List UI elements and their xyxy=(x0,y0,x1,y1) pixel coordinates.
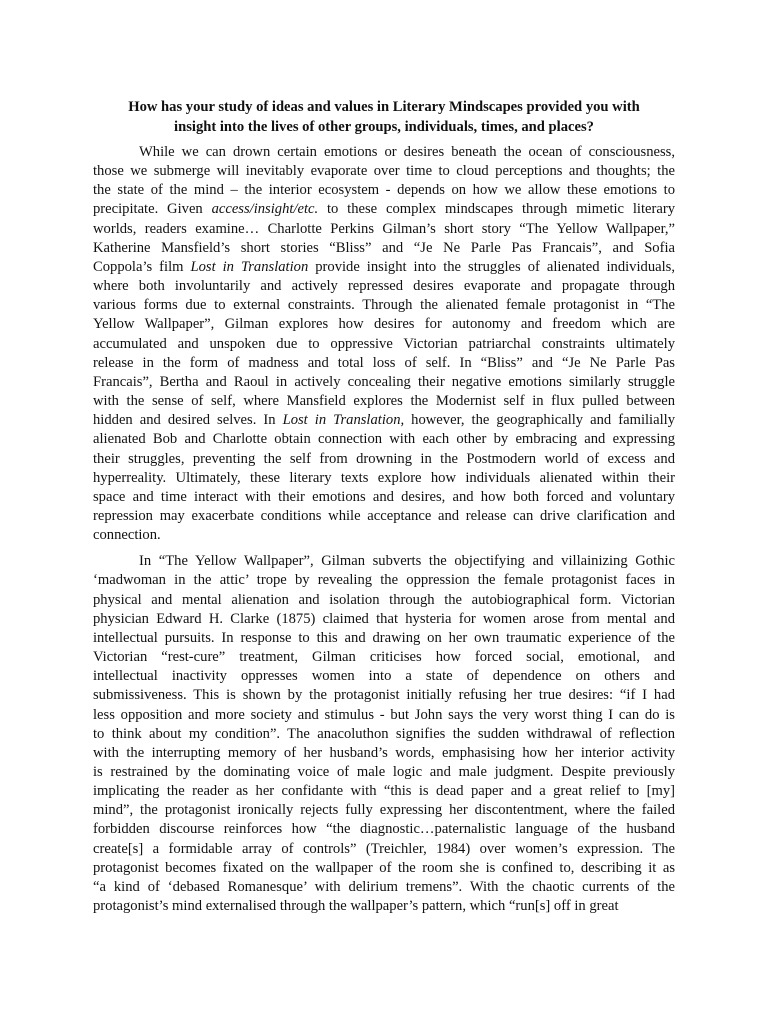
text-run: mind”, the protagonist ironically rejects fully expressing her discontentment, where the failed xyxy=(93,802,675,819)
text-run: submissiveness. This is shown by the protagonist initially refusing her true desires: “if I had xyxy=(93,687,675,704)
text-run: precipitate. Given xyxy=(93,201,212,218)
text-line xyxy=(93,591,675,610)
italic-title: access/insight/etc. xyxy=(211,201,319,218)
text-run: Victorian “rest-cure” treatment, Gilman criticises how forced social, emotional, and xyxy=(93,649,675,666)
text-run: hidden and desired selves. In xyxy=(93,412,283,429)
text-line xyxy=(93,450,675,469)
essay-question-heading xyxy=(93,97,675,137)
text-line xyxy=(93,859,675,878)
text-run: protagonist’s mind externalised through the wallpaper’s pattern, which “run[s] off in great xyxy=(93,898,619,915)
text-line xyxy=(93,820,675,839)
text-run: the state of the mind – the interior ecosystem - depends on how we allow these emotions to xyxy=(93,182,675,199)
text-line xyxy=(93,801,675,820)
text-run: forbidden discourse reinforces how “the diagnostic…paternalistic language of the husband xyxy=(93,821,675,838)
essay-body xyxy=(93,143,675,916)
text-run: create[s] a formidable array of controls” (Treichler, 1984) over women’s expression. The xyxy=(93,840,675,857)
text-run: physical and mental alienation and isolation through the autobiographical form. Victorian xyxy=(93,591,675,608)
text-run: Francais”, Bertha and Raoul in actively concealing their negative emotions similarly struggle xyxy=(93,373,675,390)
body-paragraph xyxy=(93,143,675,545)
text-line xyxy=(93,315,675,334)
text-run: intellectual inactivity oppresses women into a state of dependence on others and xyxy=(93,668,675,685)
text-line xyxy=(93,629,675,648)
document-page xyxy=(93,97,675,916)
text-run: worlds, readers examine… Charlotte Perkins Gilman’s short story “The Yellow Wallpaper,” xyxy=(93,220,675,237)
text-run: Coppola’s film xyxy=(93,258,191,275)
text-run: intellectual pursuits. In response to this and drawing on her own traumatic experience of the xyxy=(93,629,675,646)
text-run: hyperreality. Ultimately, these literary texts explore how individuals alienated within their xyxy=(93,469,675,486)
italic-title: Lost in Translation xyxy=(190,258,309,275)
text-line xyxy=(93,373,675,392)
text-run: alienated Bob and Charlotte obtain connection with each other by embracing and expressing xyxy=(93,431,675,448)
text-run: implicating the reader as her confidante with “this is dead paper and a great relief to [my] xyxy=(93,783,675,800)
text-line xyxy=(93,296,675,315)
text-run: “a kind of ‘debased Romanesque’ with delirium tremens”. With the chaotic currents of the xyxy=(93,878,675,895)
text-line xyxy=(93,706,675,725)
text-line xyxy=(93,897,675,916)
text-line xyxy=(93,258,675,277)
text-line xyxy=(93,686,675,705)
text-line xyxy=(93,610,675,629)
text-run: is restrained by the dominating voice of male logic and male judgment. Despite previously xyxy=(93,764,675,780)
text-line xyxy=(93,507,675,526)
text-line xyxy=(93,488,675,507)
text-run: protagonist becomes fixated on the wallpaper of the room she is confined to, describing it as xyxy=(93,859,675,876)
text-run: where both involuntarily and actively repressed desires evaporate and propagate through xyxy=(93,278,675,295)
text-line xyxy=(93,552,675,571)
text-run: In “The Yellow Wallpaper”, Gilman subverts the objectifying and villainizing Gothic xyxy=(139,553,675,570)
text-run: accumulated and unspoken due to oppressive Victorian patriarchal constraints ultimately xyxy=(93,335,675,352)
text-run: While we can drown certain emotions or desires beneath the ocean of consciousness, xyxy=(139,144,675,160)
text-line xyxy=(93,571,675,590)
text-run: connection. xyxy=(93,527,161,544)
heading-line: How has your study of ideas and values in Literary Mindscapes provided you with xyxy=(128,99,640,115)
text-run: with the sense of self, where Mansfield explores the Modernist self in flux pulled between xyxy=(93,393,675,410)
text-line xyxy=(93,162,675,181)
text-line xyxy=(93,725,675,744)
text-line xyxy=(93,763,675,782)
text-run: those we submerge will inevitably evaporate over time to cloud perceptions and thoughts; the xyxy=(93,163,675,180)
text-run: however, the geographically and familially xyxy=(404,412,675,429)
text-line xyxy=(93,239,675,258)
text-line xyxy=(93,392,675,411)
text-line xyxy=(93,220,675,239)
text-line xyxy=(93,181,675,200)
text-run: provide insight into the struggles of alienated individuals, xyxy=(308,258,675,275)
text-line xyxy=(93,648,675,667)
text-line xyxy=(93,143,675,162)
text-line xyxy=(93,526,675,545)
text-line xyxy=(93,200,675,219)
heading-line: insight into the lives of other groups, individuals, times, and places? xyxy=(174,119,594,135)
text-line xyxy=(93,335,675,354)
text-line xyxy=(93,744,675,763)
text-run: release in the form of madness and total loss of self. In “Bliss” and “Je Ne Parle Pas xyxy=(93,354,675,371)
body-paragraph xyxy=(93,552,675,916)
text-run: less opposition and more society and stimulus - but John says the very worst thing I can do is xyxy=(93,706,675,723)
text-run: to think about my condition”. The anacoluthon signifies the sudden withdrawal of reflection xyxy=(93,725,675,742)
text-line xyxy=(93,782,675,801)
text-line xyxy=(93,840,675,859)
text-run: various forms due to external constraints. Through the alienated female protagonist in “The xyxy=(93,297,675,314)
text-line xyxy=(93,411,675,430)
text-run: to these complex mindscapes through mimetic literary xyxy=(318,201,675,218)
text-line xyxy=(93,667,675,686)
text-line xyxy=(93,277,675,296)
text-line xyxy=(93,878,675,897)
italic-title: Lost in Translation, xyxy=(282,412,405,429)
text-run: physician Edward H. Clarke (1875) claimed that hysteria for women arose from mental and xyxy=(93,610,675,627)
text-run: with the interrupting memory of her husband’s words, emphasising how her interior activity xyxy=(93,744,675,761)
text-run: Yellow Wallpaper”, Gilman explores how desires for autonomy and freedom which are xyxy=(93,316,675,333)
text-run: space and time interact with their emotions and desires, and how both forced and voluntary xyxy=(93,488,675,505)
text-run: repression may exacerbate conditions while acceptance and release can drive clarification and xyxy=(93,507,675,524)
text-run: Katherine Mansfield’s short stories “Bliss” and “Je Ne Parle Pas Francais”, and Sofia xyxy=(93,239,675,256)
text-line xyxy=(93,469,675,488)
text-run: ‘madwoman in the attic’ trope by revealing the oppression the female protagonist faces in xyxy=(93,572,675,589)
text-line xyxy=(93,430,675,449)
text-run: their struggles, preventing the self from drowning in the Postmodern world of excess and xyxy=(93,450,675,467)
text-line xyxy=(93,354,675,373)
